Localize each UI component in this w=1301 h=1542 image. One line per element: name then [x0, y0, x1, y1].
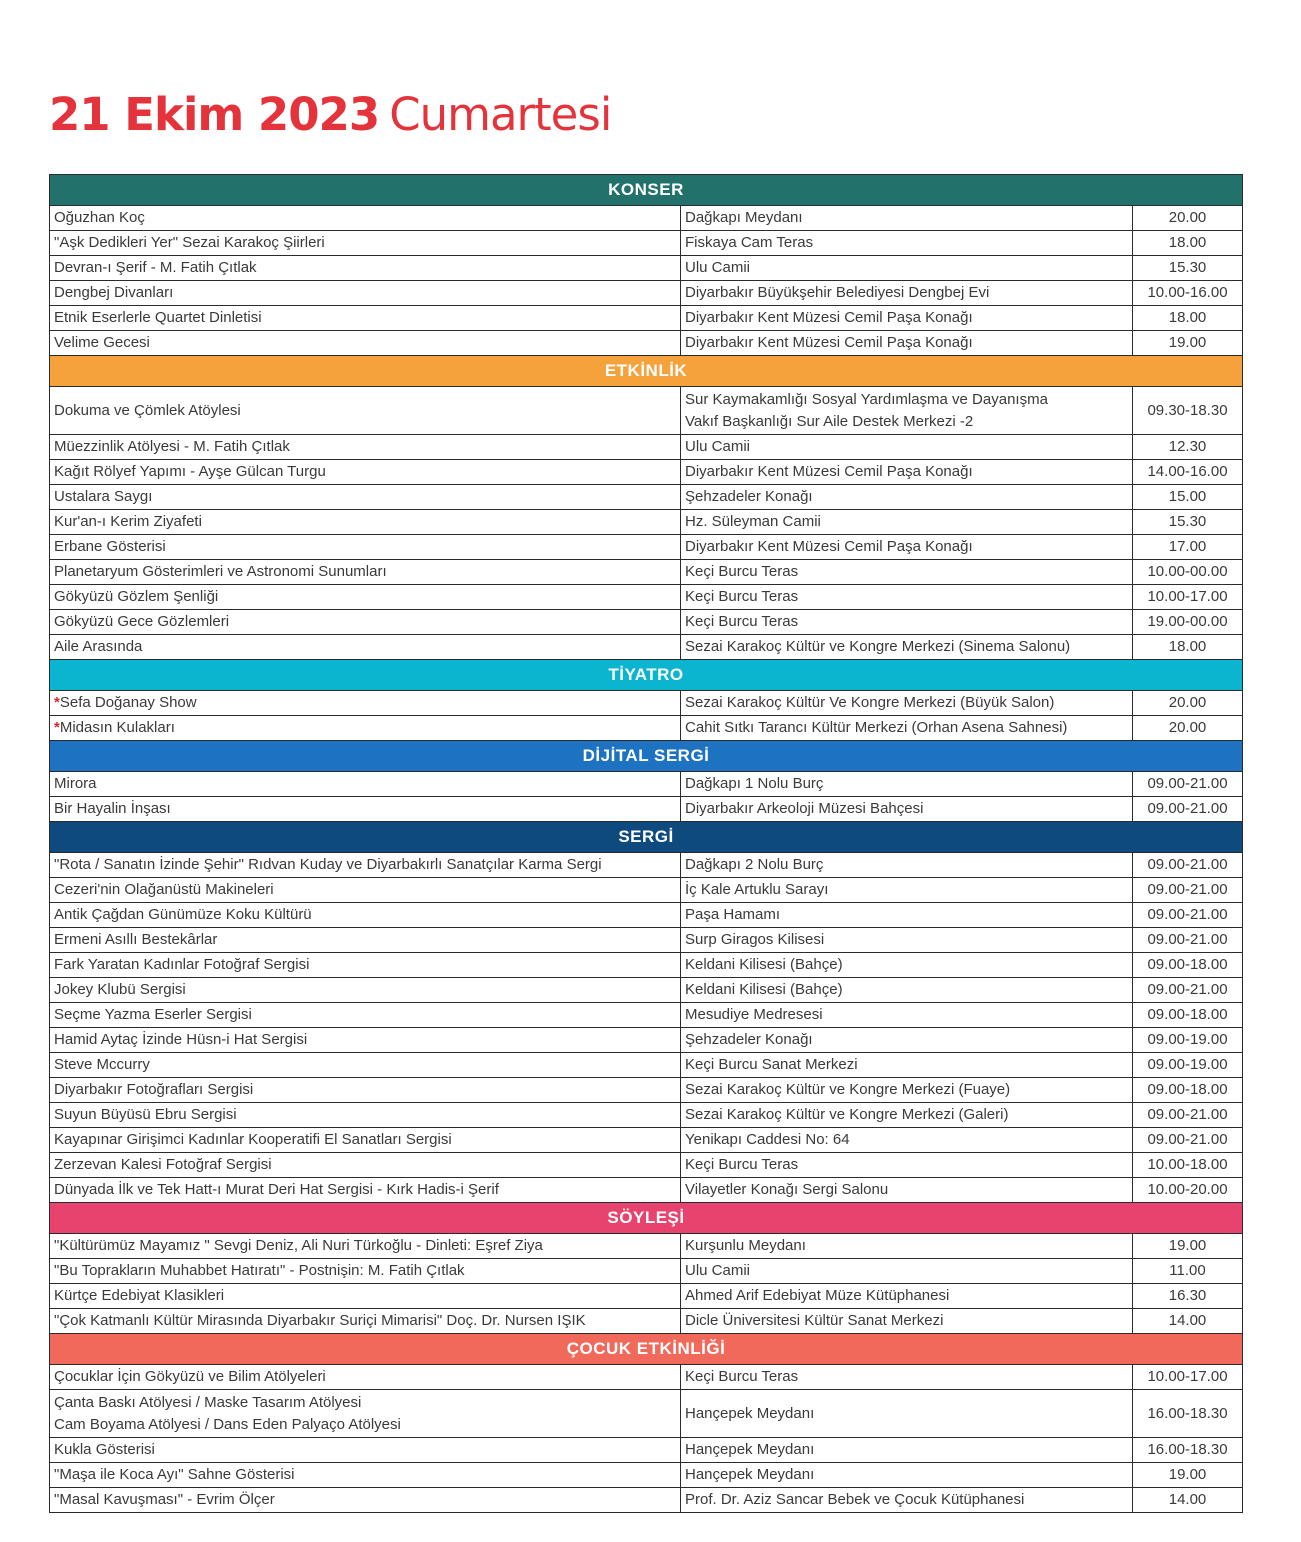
event-cell: [50, 1438, 681, 1463]
table-row: [50, 772, 1243, 797]
venue-name: Şehzadeler Konağı: [685, 488, 813, 505]
venue-name: Prof. Dr. Aziz Sancar Bebek ve Çocuk Kütüphanesi: [685, 1491, 1025, 1508]
event-name: Antik Çağdan Günümüze Koku Kültürü: [54, 906, 312, 923]
event-cell: [50, 953, 681, 978]
asterisk-mark: *: [54, 719, 60, 736]
table-row: [50, 978, 1243, 1003]
venue-name: Hançepek Meydanı: [685, 1441, 815, 1458]
event-name: Kukla Gösterisi: [54, 1441, 155, 1458]
event-name: Seçme Yazma Eserler Sergisi: [54, 1006, 252, 1023]
time-cell: 09.00-21.00: [1133, 1103, 1243, 1128]
venue-cell: [681, 1078, 1133, 1103]
time-cell: 09.00-18.00: [1133, 953, 1243, 978]
venue-cell: [681, 1463, 1133, 1488]
event-cell: [50, 460, 681, 485]
venue-name: Diyarbakır Kent Müzesi Cemil Paşa Konağı: [685, 463, 973, 480]
table-row: [50, 1463, 1243, 1488]
event-name: Çocuklar İçin Gökyüzü ve Bilim Atölyeleri: [54, 1368, 326, 1385]
venue-name: Keçi Burcu Teras: [685, 1156, 799, 1173]
table-row: [50, 560, 1243, 585]
venue-name: Surp Giragos Kilisesi: [685, 931, 825, 948]
venue-cell: [681, 716, 1133, 741]
event-cell: [50, 1463, 681, 1488]
section-title: SÖYLEŞİ: [50, 1203, 1243, 1234]
time-cell: 09.00-19.00: [1133, 1028, 1243, 1053]
venue-name: Hz. Süleyman Camii: [685, 513, 821, 530]
table-row: [50, 281, 1243, 306]
venue-name: Sur Kaymakamlığı Sosyal Yardımlaşma ve Dayanışma: [685, 390, 1048, 408]
time-cell: 14.00-16.00: [1133, 460, 1243, 485]
event-name: Suyun Büyüsü Ebru Sergisi: [54, 1106, 237, 1123]
event-cell: [50, 716, 681, 741]
venue-cell: [681, 256, 1133, 281]
event-cell: [50, 535, 681, 560]
venue-name-line2: Vakıf Başkanlığı Sur Aile Destek Merkezi -2: [685, 412, 974, 430]
event-name: Çanta Baskı Atölyesi / Maske Tasarım Atölyesi: [54, 1393, 362, 1411]
event-name: Oğuzhan Koç: [54, 209, 145, 226]
section-header: [50, 741, 1243, 772]
venue-name: Fiskaya Cam Teras: [685, 234, 814, 251]
venue-name: Ulu Camii: [685, 259, 751, 276]
event-cell: [50, 610, 681, 635]
time-cell: 10.00-00.00: [1133, 560, 1243, 585]
section-header: [50, 822, 1243, 853]
venue-cell: [681, 797, 1133, 822]
venue-name: İç Kale Artuklu Sarayı: [685, 881, 829, 898]
table-row: [50, 1103, 1243, 1128]
time-cell: 09.00-21.00: [1133, 978, 1243, 1003]
event-name: "Rota / Sanatın İzinde Şehir" Rıdvan Kuday ve Diyarbakırlı Sanatçılar Karma Sergi: [54, 856, 602, 873]
table-row: [50, 435, 1243, 460]
table-row: [50, 635, 1243, 660]
venue-cell: [681, 1488, 1133, 1513]
event-name: "Bu Toprakların Muhabbet Hatıratı" - Postnişin: M. Fatih Çıtlak: [54, 1262, 465, 1279]
event-cell: [50, 1234, 681, 1259]
event-name: Erbane Gösterisi: [54, 538, 166, 555]
venue-name: Mesudiye Medresesi: [685, 1006, 823, 1023]
event-name: Midasın Kulakları: [59, 719, 175, 736]
event-cell: [50, 1365, 681, 1390]
table-row: [50, 1438, 1243, 1463]
event-name: Sefa Doğanay Show: [59, 694, 197, 711]
section-title: DİJİTAL SERGİ: [50, 741, 1243, 772]
event-name: Dokuma ve Çömlek Atöylesi: [54, 401, 241, 419]
section-header: [50, 356, 1243, 387]
event-name-line2: Cam Boyama Atölyesi / Dans Eden Palyaço Atölyesi: [54, 1415, 401, 1433]
table-row: [50, 460, 1243, 485]
table-row: [50, 716, 1243, 741]
time-cell: 10.00-16.00: [1133, 281, 1243, 306]
time-cell: 09.00-21.00: [1133, 797, 1243, 822]
time-cell: 18.00: [1133, 231, 1243, 256]
event-cell: [50, 772, 681, 797]
time-cell: 09.00-21.00: [1133, 772, 1243, 797]
event-cell: [50, 435, 681, 460]
table-row: [50, 510, 1243, 535]
time-cell: 19.00-00.00: [1133, 610, 1243, 635]
event-cell: [50, 585, 681, 610]
event-name: "Çok Katmanlı Kültür Mirasında Diyarbakır Suriçi Mimarisi" Doç. Dr. Nursen IŞIK: [54, 1312, 586, 1329]
venue-cell: [681, 610, 1133, 635]
time-cell: 19.00: [1133, 1463, 1243, 1488]
event-cell: [50, 903, 681, 928]
section-title: ÇOCUK ETKİNLİĞİ: [50, 1334, 1243, 1365]
time-cell: 20.00: [1133, 691, 1243, 716]
time-cell: 10.00-18.00: [1133, 1153, 1243, 1178]
event-name: Kayapınar Girişimci Kadınlar Kooperatifi El Sanatları Sergisi: [54, 1131, 452, 1148]
venue-name: Diyarbakır Kent Müzesi Cemil Paşa Konağı: [685, 334, 973, 351]
venue-name: Keçi Burcu Teras: [685, 1368, 799, 1385]
table-row: [50, 331, 1243, 356]
venue-name: Dağkapı 2 Nolu Burç: [685, 856, 824, 873]
time-cell: 09.00-21.00: [1133, 853, 1243, 878]
event-name: Planetaryum Gösterimleri ve Astronomi Sunumları: [54, 563, 387, 580]
time-cell: 11.00: [1133, 1259, 1243, 1284]
venue-cell: [681, 560, 1133, 585]
event-name: Gökyüzü Gözlem Şenliği: [54, 588, 219, 605]
event-cell: [50, 635, 681, 660]
event-name: "Kültürümüz Mayamız " Sevgi Deniz, Ali Nuri Türkoğlu - Dinleti: Eşref Ziya: [54, 1237, 543, 1254]
table-row: [50, 903, 1243, 928]
venue-cell: [681, 1309, 1133, 1334]
venue-cell: [681, 1234, 1133, 1259]
event-name: Ermeni Asıllı Bestekârlar: [54, 931, 218, 948]
event-cell: [50, 306, 681, 331]
table-row: [50, 1128, 1243, 1153]
event-name: Fark Yaratan Kadınlar Fotoğraf Sergisi: [54, 956, 310, 973]
venue-cell: [681, 1153, 1133, 1178]
venue-name: Sezai Karakoç Kültür ve Kongre Merkezi (Sinema Salonu): [685, 638, 1071, 655]
time-cell: 15.00: [1133, 485, 1243, 510]
time-cell: 18.00: [1133, 635, 1243, 660]
event-cell: [50, 1028, 681, 1053]
event-name: Bir Hayalin İnşası: [54, 800, 171, 817]
venue-cell: [681, 1053, 1133, 1078]
time-cell: 14.00: [1133, 1488, 1243, 1513]
table-row: [50, 231, 1243, 256]
event-cell: [50, 281, 681, 306]
event-cell: [50, 853, 681, 878]
event-cell: [50, 878, 681, 903]
time-cell: 20.00: [1133, 716, 1243, 741]
event-name: Dünyada İlk ve Tek Hatt-ı Murat Deri Hat Sergisi - Kırk Hadis-i Şerif: [54, 1181, 499, 1198]
section-title: SERGİ: [50, 822, 1243, 853]
table-row: [50, 387, 1243, 435]
venue-cell: [681, 853, 1133, 878]
time-cell: 10.00-17.00: [1133, 585, 1243, 610]
venue-cell: [681, 1128, 1133, 1153]
event-cell: [50, 387, 681, 435]
time-cell: 09.00-18.00: [1133, 1003, 1243, 1028]
venue-name: Diyarbakır Kent Müzesi Cemil Paşa Konağı: [685, 538, 973, 555]
event-cell: [50, 510, 681, 535]
venue-name: Keçi Burcu Teras: [685, 613, 799, 630]
venue-cell: [681, 206, 1133, 231]
section-title: ETKİNLİK: [50, 356, 1243, 387]
venue-cell: [681, 1028, 1133, 1053]
table-row: [50, 928, 1243, 953]
time-cell: 09.00-19.00: [1133, 1053, 1243, 1078]
venue-cell: [681, 1365, 1133, 1390]
venue-cell: [681, 1390, 1133, 1438]
event-cell: [50, 331, 681, 356]
venue-cell: [681, 231, 1133, 256]
venue-name: Cahit Sıtkı Tarancı Kültür Merkezi (Orhan Asena Sahnesi): [685, 719, 1068, 736]
schedule-table: [49, 174, 1243, 1513]
venue-cell: [681, 585, 1133, 610]
event-name: Gökyüzü Gece Gözlemleri: [54, 613, 230, 630]
time-cell: 20.00: [1133, 206, 1243, 231]
venue-name: Vilayetler Konağı Sergi Salonu: [685, 1181, 889, 1198]
table-row: [50, 1178, 1243, 1203]
venue-name: Hançepek Meydanı: [685, 1404, 815, 1422]
time-cell: 17.00: [1133, 535, 1243, 560]
time-cell: 16.30: [1133, 1284, 1243, 1309]
event-name: Kağıt Rölyef Yapımı - Ayşe Gülcan Turgu: [54, 463, 326, 480]
time-cell: 12.30: [1133, 435, 1243, 460]
venue-cell: [681, 1259, 1133, 1284]
event-cell: [50, 1153, 681, 1178]
table-row: [50, 485, 1243, 510]
venue-name: Yenikapı Caddesi No: 64: [685, 1131, 850, 1148]
time-cell: 16.00-18.30: [1133, 1390, 1243, 1438]
event-cell: [50, 1103, 681, 1128]
venue-name: Keçi Burcu Teras: [685, 563, 799, 580]
asterisk-mark: *: [54, 694, 60, 711]
venue-cell: [681, 1178, 1133, 1203]
section-header: [50, 1334, 1243, 1365]
event-name: Velime Gecesi: [54, 334, 150, 351]
time-cell: 09.00-21.00: [1133, 928, 1243, 953]
event-name: Jokey Klubü Sergisi: [54, 981, 186, 998]
venue-cell: [681, 460, 1133, 485]
table-row: [50, 585, 1243, 610]
venue-cell: [681, 387, 1133, 435]
table-row: [50, 535, 1243, 560]
venue-cell: [681, 978, 1133, 1003]
venue-name: Ulu Camii: [685, 438, 751, 455]
table-row: [50, 1284, 1243, 1309]
venue-cell: [681, 535, 1133, 560]
event-name: Kürtçe Edebiyat Klasikleri: [54, 1287, 225, 1304]
event-name: Etnik Eserlerle Quartet Dinletisi: [54, 309, 262, 326]
event-cell: [50, 1284, 681, 1309]
event-name: Aile Arasında: [54, 638, 143, 655]
time-cell: 09.00-21.00: [1133, 878, 1243, 903]
event-name: "Masal Kavuşması" - Evrim Ölçer: [54, 1491, 275, 1508]
table-row: [50, 610, 1243, 635]
event-name: Hamid Aytaç İzinde Hüsn-i Hat Sergisi: [54, 1031, 308, 1048]
time-cell: 09.00-21.00: [1133, 1128, 1243, 1153]
venue-name: Ahmed Arif Edebiyat Müze Kütüphanesi: [685, 1287, 950, 1304]
venue-name: Diyarbakır Kent Müzesi Cemil Paşa Konağı: [685, 309, 973, 326]
event-cell: [50, 797, 681, 822]
venue-name: Keçi Burcu Teras: [685, 588, 799, 605]
event-cell: [50, 1053, 681, 1078]
venue-cell: [681, 331, 1133, 356]
event-name: Devran-ı Şerif - M. Fatih Çıtlak: [54, 259, 257, 276]
venue-cell: [681, 1438, 1133, 1463]
venue-name: Şehzadeler Konağı: [685, 1031, 813, 1048]
venue-name: Sezai Karakoç Kültür Ve Kongre Merkezi (Büyük Salon): [685, 694, 1055, 711]
venue-cell: [681, 435, 1133, 460]
event-name: Kur'an-ı Kerim Ziyafeti: [54, 513, 202, 530]
page-title: [49, 88, 611, 142]
table-row: [50, 206, 1243, 231]
venue-name: Keldani Kilisesi (Bahçe): [685, 956, 843, 973]
time-cell: 14.00: [1133, 1309, 1243, 1334]
event-name: Müezzinlik Atölyesi - M. Fatih Çıtlak: [54, 438, 290, 455]
event-name: Ustalara Saygı: [54, 488, 153, 505]
table-row: [50, 878, 1243, 903]
venue-name: Diyarbakır Büyükşehir Belediyesi Dengbej Evi: [685, 284, 990, 301]
time-cell: 15.30: [1133, 256, 1243, 281]
table-row: [50, 1028, 1243, 1053]
section-title: KONSER: [50, 175, 1243, 206]
venue-cell: [681, 281, 1133, 306]
table-row: [50, 1234, 1243, 1259]
event-cell: [50, 1488, 681, 1513]
event-name: "Aşk Dedikleri Yer" Sezai Karakoç Şiirleri: [54, 234, 325, 251]
event-cell: [50, 256, 681, 281]
venue-name: Keçi Burcu Sanat Merkezi: [685, 1056, 858, 1073]
section-header: [50, 175, 1243, 206]
table-row: [50, 306, 1243, 331]
venue-cell: [681, 635, 1133, 660]
event-cell: [50, 1390, 681, 1438]
table-row: [50, 1259, 1243, 1284]
table-row: [50, 1309, 1243, 1334]
table-row: [50, 1003, 1243, 1028]
event-cell: [50, 231, 681, 256]
schedule-body: [50, 175, 1243, 1513]
section-title: TİYATRO: [50, 660, 1243, 691]
venue-name: Dicle Üniversitesi Kültür Sanat Merkezi: [685, 1312, 944, 1329]
event-cell: [50, 1178, 681, 1203]
event-name: Steve Mccurry: [54, 1056, 150, 1073]
venue-cell: [681, 1003, 1133, 1028]
venue-cell: [681, 772, 1133, 797]
venue-cell: [681, 903, 1133, 928]
table-row: [50, 1365, 1243, 1390]
venue-name: Hançepek Meydanı: [685, 1466, 815, 1483]
event-name: "Maşa ile Koca Ayı" Sahne Gösterisi: [54, 1466, 295, 1483]
table-row: [50, 1053, 1243, 1078]
event-cell: [50, 691, 681, 716]
table-row: [50, 1488, 1243, 1513]
event-cell: [50, 928, 681, 953]
venue-name: Keldani Kilisesi (Bahçe): [685, 981, 843, 998]
venue-cell: [681, 1284, 1133, 1309]
event-name: Dengbej Divanları: [54, 284, 174, 301]
venue-cell: [681, 878, 1133, 903]
venue-name: Sezai Karakoç Kültür ve Kongre Merkezi (Galeri): [685, 1106, 1009, 1123]
venue-cell: [681, 485, 1133, 510]
venue-cell: [681, 928, 1133, 953]
table-row: [50, 853, 1243, 878]
table-row: [50, 691, 1243, 716]
time-cell: 19.00: [1133, 1234, 1243, 1259]
venue-name: Diyarbakır Arkeoloji Müzesi Bahçesi: [685, 800, 924, 817]
time-cell: 16.00-18.30: [1133, 1438, 1243, 1463]
time-cell: 19.00: [1133, 331, 1243, 356]
venue-cell: [681, 306, 1133, 331]
table-row: [50, 256, 1243, 281]
event-name: Zerzevan Kalesi Fotoğraf Sergisi: [54, 1156, 272, 1173]
time-cell: 10.00-17.00: [1133, 1365, 1243, 1390]
time-cell: 09.00-18.00: [1133, 1078, 1243, 1103]
venue-name: Sezai Karakoç Kültür ve Kongre Merkezi (Fuaye): [685, 1081, 1011, 1098]
section-header: [50, 660, 1243, 691]
venue-cell: [681, 691, 1133, 716]
venue-cell: [681, 953, 1133, 978]
event-cell: [50, 560, 681, 585]
event-cell: [50, 485, 681, 510]
table-row: [50, 797, 1243, 822]
table-row: [50, 1390, 1243, 1438]
event-name: Cezeri'nin Olağanüstü Makineleri: [54, 881, 274, 898]
venue-name: Dağkapı 1 Nolu Burç: [685, 775, 824, 792]
time-cell: 18.00: [1133, 306, 1243, 331]
time-cell: 10.00-20.00: [1133, 1178, 1243, 1203]
event-name: Mirora: [54, 775, 97, 792]
venue-cell: [681, 510, 1133, 535]
event-cell: [50, 206, 681, 231]
table-row: [50, 1078, 1243, 1103]
section-header: [50, 1203, 1243, 1234]
event-cell: [50, 1003, 681, 1028]
time-cell: 15.30: [1133, 510, 1243, 535]
event-cell: [50, 1078, 681, 1103]
table-row: [50, 1153, 1243, 1178]
time-cell: 09.30-18.30: [1133, 387, 1243, 435]
title-weekday: Cumartesi: [389, 88, 612, 141]
event-cell: [50, 1259, 681, 1284]
event-cell: [50, 978, 681, 1003]
venue-name: Ulu Camii: [685, 1262, 751, 1279]
venue-name: Dağkapı Meydanı: [685, 209, 803, 226]
venue-cell: [681, 1103, 1133, 1128]
event-cell: [50, 1128, 681, 1153]
event-name: Diyarbakır Fotoğrafları Sergisi: [54, 1081, 254, 1098]
venue-name: Paşa Hamamı: [685, 906, 781, 923]
time-cell: 09.00-21.00: [1133, 903, 1243, 928]
table-row: [50, 953, 1243, 978]
venue-name: Kurşunlu Meydanı: [685, 1237, 806, 1254]
event-cell: [50, 1309, 681, 1334]
title-date: 21 Ekim 2023: [49, 88, 380, 141]
